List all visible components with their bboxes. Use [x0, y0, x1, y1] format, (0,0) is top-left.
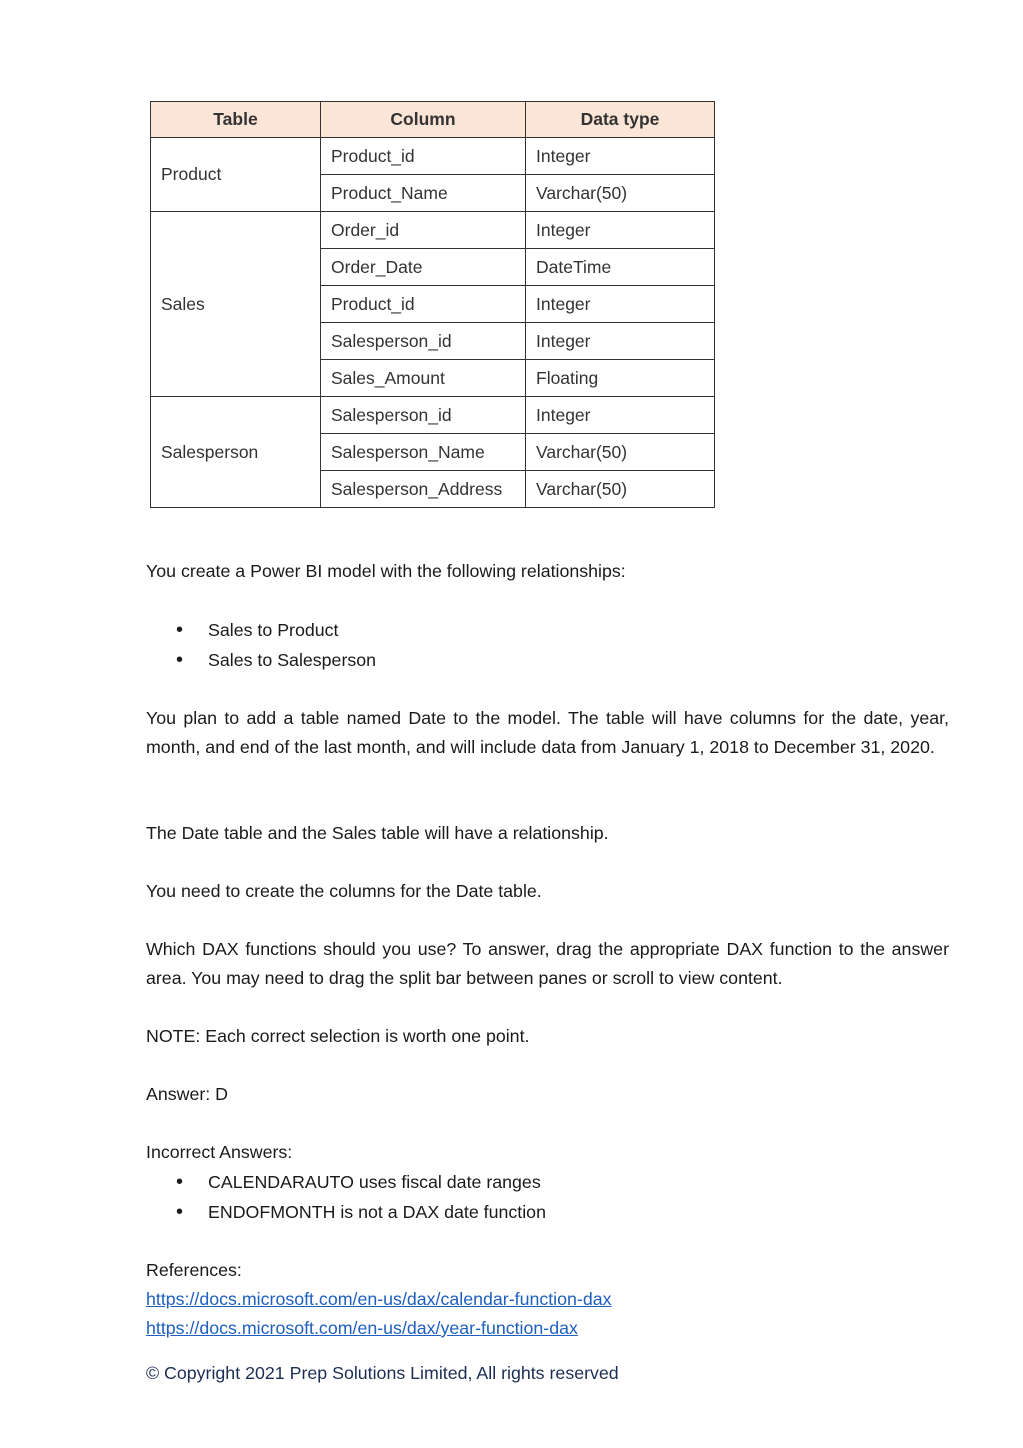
type-cell: Floating	[526, 360, 715, 397]
column-cell: Order_Date	[321, 249, 526, 286]
list-item: • Sales to Product	[146, 615, 949, 645]
intro-paragraph: You create a Power BI model with the following relationships:	[146, 561, 626, 581]
header-column: Column	[321, 102, 526, 138]
schema-table	[150, 101, 715, 508]
column-cell: Salesperson_Name	[321, 434, 526, 471]
type-cell: Integer	[526, 286, 715, 323]
column-cell: Salesperson_Address	[321, 471, 526, 508]
type-cell: Integer	[526, 323, 715, 360]
answer-paragraph: Answer: D	[146, 1084, 229, 1104]
table-row	[151, 138, 715, 175]
table-row	[151, 212, 715, 249]
type-cell: Varchar(50)	[526, 471, 715, 508]
column-cell: Product_Name	[321, 175, 526, 212]
column-cell: Sales_Amount	[321, 360, 526, 397]
type-cell: Integer	[526, 138, 715, 175]
type-cell: Integer	[526, 397, 715, 434]
column-cell: Salesperson_id	[321, 323, 526, 360]
type-cell: DateTime	[526, 249, 715, 286]
question-paragraph: Which DAX functions should you use? To answer, drag the appropriate DAX function to the answer area. You may need to drag the split bar between panes or scroll to view content.	[146, 939, 949, 988]
table-name-cell: Product	[151, 138, 321, 212]
type-cell: Varchar(50)	[526, 175, 715, 212]
column-cell: Order_id	[321, 212, 526, 249]
type-cell: Integer	[526, 212, 715, 249]
column-cell: Product_id	[321, 286, 526, 323]
reference-link[interactable]: https://docs.microsoft.com/en-us/dax/year-function-dax	[146, 1318, 578, 1338]
references-section	[146, 1256, 949, 1343]
plan-paragraph: You plan to add a table named Date to the model. The table will have columns for the date, year, month, and end of the last month, and will include data from January 1, 2018 to December 31, 2020.	[146, 708, 949, 757]
table-name-cell: Sales	[151, 212, 321, 397]
type-cell: Varchar(50)	[526, 434, 715, 471]
incorrect-heading: Incorrect Answers:	[146, 1142, 293, 1162]
references-heading: References:	[146, 1260, 242, 1280]
list-item: • Sales to Salesperson	[146, 645, 949, 675]
copyright-footer: © Copyright 2021 Prep Solutions Limited, All rights reserved	[146, 1363, 619, 1383]
list-item: • CALENDARAUTO uses fiscal date ranges	[146, 1167, 949, 1197]
incorrect-answers-section	[146, 1138, 949, 1227]
relationships-list	[146, 615, 949, 675]
table-row	[151, 397, 715, 434]
need-paragraph: You need to create the columns for the Date table.	[146, 881, 542, 901]
table-header-row	[151, 102, 715, 138]
header-data-type: Data type	[526, 102, 715, 138]
list-item: • ENDOFMONTH is not a DAX date function	[146, 1197, 949, 1227]
table-name-cell: Salesperson	[151, 397, 321, 508]
incorrect-list	[146, 1167, 949, 1227]
column-cell: Product_id	[321, 138, 526, 175]
column-cell: Salesperson_id	[321, 397, 526, 434]
header-table: Table	[151, 102, 321, 138]
note-paragraph: NOTE: Each correct selection is worth one point.	[146, 1026, 530, 1046]
relationships-list-wrap	[146, 615, 949, 675]
relationship-note-paragraph: The Date table and the Sales table will have a relationship.	[146, 823, 609, 843]
reference-link[interactable]: https://docs.microsoft.com/en-us/dax/calendar-function-dax	[146, 1289, 612, 1309]
